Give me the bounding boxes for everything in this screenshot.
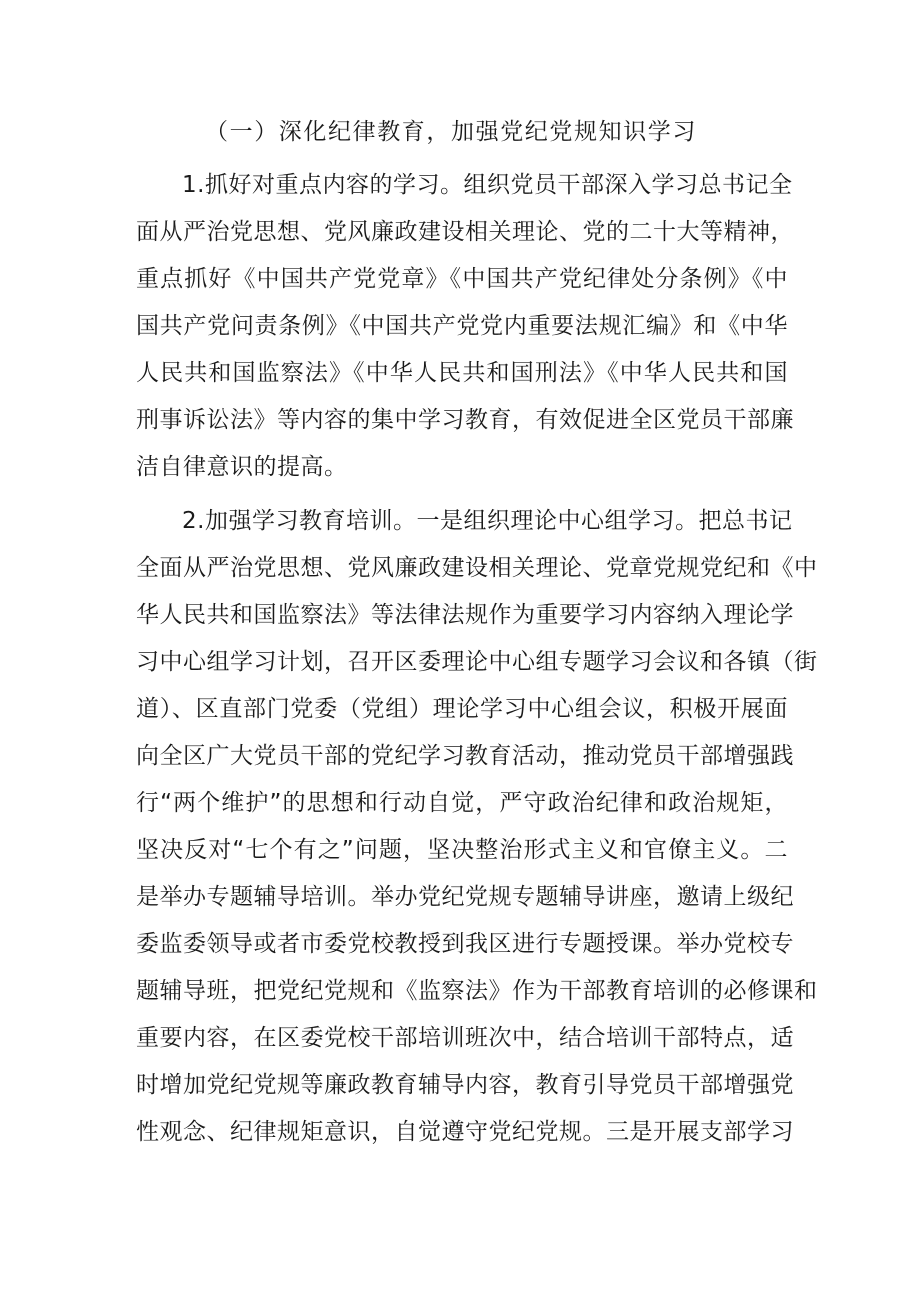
paragraph-2-line-1: 2.加强学习教育培训。一是组织理论中心组学习。把总书记: [182, 508, 793, 534]
paragraph-2-line-12: 重要内容，在区委党校干部培训班次中，结合培训干部特点，适: [136, 1025, 794, 1051]
paragraph-2-line-8: 坚决反对“七个有之”问题，坚决整治形式主义和官僚主义。二: [136, 837, 788, 863]
paragraph-2-line-3: 华人民共和国监察法》等法律法规作为重要学习内容纳入理论学: [136, 602, 794, 628]
paragraph-1-line-3: 重点抓好《中国共产党党章》《中国共产党纪律处分条例》《中: [136, 266, 788, 292]
paragraph-1-line-4: 国共产党问责条例》《中国共产党党内重要法规汇编》和《中华: [136, 313, 788, 339]
paragraph-2-line-9: 是举办专题辅导培训。举办党纪党规专题辅导讲座，邀请上级纪: [136, 884, 794, 910]
paragraph-2-line-13: 时增加党纪党规等廉政教育辅导内容，教育引导党员干部增强党: [136, 1072, 794, 1098]
section-heading: （一）深化纪律教育，加强党纪党规知识学习: [205, 119, 697, 145]
paragraph-1-line-2: 面从严治党思想、党风廉政建设相关理论、党的二十大等精神，: [136, 219, 794, 245]
paragraph-1-line-7: 洁自律意识的提高。: [136, 454, 348, 480]
paragraph-2-line-11: 题辅导班，把党纪党规和《监察法》作为干部教育培训的必修课和: [136, 978, 818, 1004]
paragraph-2-line-14: 性观念、纪律规矩意识，自觉遵守党纪党规。三是开展支部学习: [136, 1119, 794, 1145]
paragraph-2-line-7: 行“两个维护”的思想和行动自觉，严守政治纪律和政治规矩，: [136, 790, 788, 816]
paragraph-2-line-10: 委监委领导或者市委党校教授到我区进行专题授课。举办党校专: [136, 931, 794, 957]
paragraph-2-line-4: 习中心组学习计划，召开区委理论中心组专题学习会议和各镇（街: [136, 649, 818, 675]
paragraph-1-line-1: 1.抓好对重点内容的学习。组织党员干部深入学习总书记全: [182, 172, 793, 198]
paragraph-2-line-2: 全面从严治党思想、党风廉政建设相关理论、党章党规党纪和《中: [136, 555, 818, 581]
paragraph-2-line-6: 向全区广大党员干部的党纪学习教育活动，推动党员干部增强践: [136, 743, 794, 769]
paragraph-1-line-5: 人民共和国监察法》《中华人民共和国刑法》《中华人民共和国: [136, 360, 788, 386]
paragraph-1-line-6: 刑事诉讼法》等内容的集中学习教育，有效促进全区党员干部廉: [136, 407, 794, 433]
paragraph-2-line-5: 道）、区直部门党委（党组）理论学习中心组会议，积极开展面: [136, 696, 788, 722]
